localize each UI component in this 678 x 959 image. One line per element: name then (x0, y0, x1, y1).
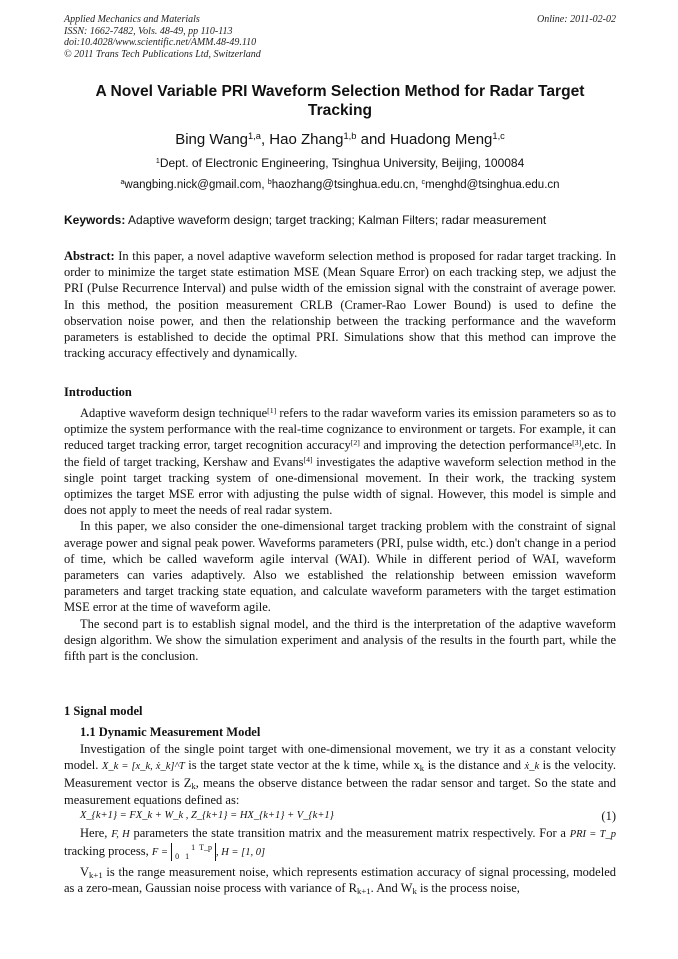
author-superscript: 1,a (248, 130, 261, 141)
issn: ISSN: 1662-7482, Vols. 48-49, pp 110-113 (64, 25, 233, 37)
matrix-cell: 1 (185, 852, 190, 862)
author-name: Huadong Meng (389, 131, 493, 148)
email: haozhang@tsinghua.edu.cn, (271, 179, 422, 191)
text-run: is the target state vector at the k time, while x (184, 758, 420, 773)
inline-math: , H = [1, 0] (215, 847, 266, 859)
affiliation-superscript: 1 (155, 155, 160, 165)
author-separator: and (356, 131, 390, 148)
journal-header (64, 14, 616, 60)
email: menghd@tsinghua.edu.cn (425, 179, 560, 191)
citation: [4] (303, 454, 313, 464)
email-superscript: c (421, 178, 426, 187)
text-run: refers to the radar waveform varies its emission parameters so as to optimize the system performance with the real-time cognizance to environment or targets. For example, it can reduced target tracking error, target recognition accuracy (64, 406, 616, 453)
affiliation-text: Dept. of Electronic Engineering, Tsinghua University, Beijing, 100084 (159, 156, 525, 170)
text-run: is the range measurement noise, which represents estimation accuracy of signal processing, modeled as a zero-mean, Gaussian noise process with variance of R (64, 865, 616, 896)
subscript: k (191, 781, 196, 792)
author-superscript: 1,c (492, 130, 505, 141)
subscript: k (419, 763, 425, 774)
introduction-body (64, 405, 616, 664)
doi: doi:10.4028/www.scientific.net/AMM.48-49.110 (64, 37, 257, 48)
text-run: ,etc. In the field of target tracking, Kershaw and Evans (64, 438, 616, 469)
equation-text: X_{k+1} = FX_k + W_k , Z_{k+1} = HX_{k+1} + V_{k+1} (80, 809, 334, 821)
matrix-cell: 1 (191, 843, 196, 853)
text-run: parameters the state transition matrix and the measurement matrix respectively. For a (129, 825, 570, 840)
paragraph: In this paper, we also consider the one-dimensional target tracking problem with the constraint of signal average power and signal peak power. Waveforms parameters (PRI, pulse width, etc.) don't change in a period of time, which be called waveform agile interval (WAI). While in different period of WAI, waveform parameters can varies adaptively. Also we established the relationship between emission waveform parameters and target tracking state equation, and calculate waveform parameters with the target estimation MSE error at the time of waveform agile. (64, 519, 616, 615)
text-run: . And W (370, 881, 413, 896)
email: wangbing.nick@gmail.com, (124, 179, 268, 191)
keywords-label: Keywords: (64, 213, 126, 227)
keywords (64, 213, 616, 228)
text-run: Adaptive waveform design technique (80, 406, 268, 420)
subsection-heading: 1.1 Dynamic Measurement Model (80, 725, 261, 739)
subscript: k (412, 886, 417, 897)
author-superscript: 1,b (343, 130, 357, 141)
author-name: Hao Zhang (269, 131, 344, 148)
inline-math: F = (151, 847, 168, 859)
journal-name: Applied Mechanics and Materials (64, 14, 200, 25)
text-run: is the distance and (424, 758, 525, 773)
section-heading-introduction: Introduction (64, 385, 132, 399)
inline-math: F, H (111, 828, 130, 840)
equation-1 (64, 808, 616, 825)
text-run: is the velocity. Measurement vector is Z (64, 758, 616, 791)
text-run: V (80, 865, 90, 880)
text-run: and improving the detection performance (359, 438, 573, 453)
paragraph: The second part is to establish signal model, and the third is the interpretation of the adaptive waveform design algorithm. We show the simulation experiment and analysis of the results in the fourth part, while the fifth part is the conclusion. (64, 616, 616, 664)
affiliation (64, 156, 616, 171)
author-list (64, 131, 616, 149)
citation: [2] (350, 438, 360, 448)
inline-math: ẋ_k (524, 761, 540, 773)
inline-math: X_k = [x_k, ẋ_k]^T (101, 761, 185, 773)
abstract (64, 248, 616, 361)
online-date: Online: 2011-02-02 (537, 14, 616, 25)
subscript: k+1 (89, 870, 103, 881)
paragraph (64, 864, 616, 896)
keywords-text: Adaptive waveform design; target tracking; Kalman Filters; radar measurement (125, 213, 547, 227)
abstract-text: In this paper, a novel adaptive waveform selection method is proposed for radar target tracking. In order to minimize the target state estimation MSE (Mean Square Error) on each tracking step, we adjust the PRI (Pulse Recurrence Interval) and pulse width of the emission signal with the constraint of average power. In this method, the position measurement CRLB (Cramer-Rao Lower Bound) is used to define the observation noise power, and then the relationship between the tracking performance and the waveform parameters is established to decide the optimal PRI. Simulations show that this method can improve the tracking accuracy effectively and dynamically. (64, 249, 616, 361)
email-superscript: b (267, 178, 272, 187)
matrix-cell: 0 (175, 852, 180, 862)
paragraph (64, 405, 616, 518)
text-run: Here, (80, 825, 112, 840)
subscript: k+1 (356, 886, 371, 897)
text-run: Investigation of the single point target with one-dimensional movement, we try it as a constant velocity model. (64, 742, 616, 773)
inline-math: PRI = T_p (569, 828, 616, 840)
matrix-cell: T_p (199, 843, 212, 853)
section-heading-signal-model: 1 Signal model (64, 704, 143, 718)
text-run: investigates the adaptive waveform selection method in the single point target tracking system of one-dimensional movement. In their work, the tracking system optimizes the target MSE error with adjusting the pulse width of signal. However, this model is simple and does not apply to meet the needs of real radar system. (64, 454, 616, 518)
paragraph (64, 825, 616, 861)
paragraph (64, 741, 616, 808)
author-name: Bing Wang (175, 131, 249, 148)
citation: [3] (572, 438, 582, 448)
text-run: tracking process, (64, 844, 152, 859)
matrix-f (171, 843, 216, 861)
email-superscript: a (120, 178, 125, 187)
paper-title: A Novel Variable PRI Waveform Selection Method for Radar Target Tracking (95, 83, 585, 119)
equation-number: (1) (601, 808, 616, 823)
text-run: is the process noise, (416, 881, 520, 896)
text-run: , means the observe distance between the radar sensor and target. So the state and measurement equations defined as: (64, 776, 616, 807)
citation: [1] (267, 405, 277, 415)
abstract-label: Abstract: (64, 249, 115, 263)
email-list (64, 178, 616, 192)
signal-model-body (64, 741, 616, 897)
author-separator: , (260, 131, 270, 148)
copyright: © 2011 Trans Tech Publications Ltd, Switzerland (64, 48, 261, 60)
